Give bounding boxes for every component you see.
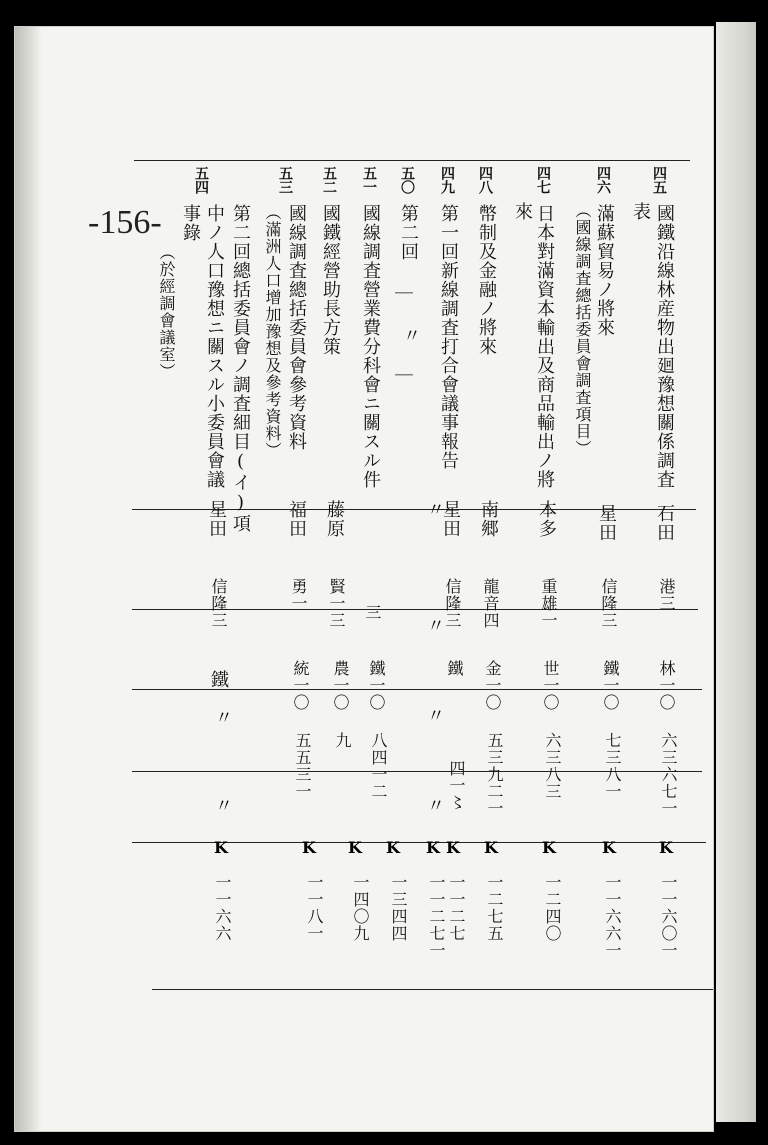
entry-47-number: 四七 (535, 166, 551, 194)
entry-53-code: 五五三一 (293, 732, 312, 800)
entry-54-ditto-a: 〃 (212, 708, 233, 727)
entry-47-title: 日本對滿資本輸出及商品輸出ノ將 (534, 204, 555, 489)
entry-49-category: 鐵 (445, 660, 464, 677)
entry-54-ref: 一一六六 (213, 874, 232, 942)
entry-47-person: 本多 (536, 500, 557, 538)
entry-45-ref: 一一六〇一 (659, 874, 678, 959)
entry-47-person-id: 重雄一 (539, 578, 558, 629)
entry-50-ditto-2: 〃 (400, 326, 421, 345)
entry-51-mark: K (386, 838, 400, 857)
entry-46-title: 滿蘇貿易ノ將來 (594, 204, 615, 337)
entry-50-ditto-7: 〃 (424, 796, 445, 815)
entry-50-mark: K (426, 838, 440, 857)
entry-53-ref: 一一八一 (305, 874, 324, 942)
entry-50-ditto-3: ｜ (392, 366, 413, 385)
entry-52-category: 農一〇 (331, 660, 350, 711)
entry-52-person-id: 賢一三 (327, 578, 346, 629)
entry-51-code: 八四一二 (369, 732, 388, 800)
entry-47-title-cont: 來 (512, 202, 533, 221)
entry-53-person: 福田 (286, 500, 307, 538)
entry-48-ref: 一二七五 (485, 874, 504, 942)
entry-46-title-cont: （國線調査總括委員會調査項目） (573, 202, 592, 457)
entry-51-person-id: 三 (363, 604, 382, 621)
entry-number: 四五 (651, 166, 667, 194)
entry-53-number: 五三 (277, 166, 293, 194)
entry-49-code: 四一〻 (447, 760, 466, 811)
entry-46-person: 星田 (596, 504, 617, 542)
entry-52-title: 國鐵經營助長方策 (320, 204, 341, 356)
entry-48-person-id: 龍音四 (481, 578, 500, 629)
entry-48-person: 南郷 (478, 500, 499, 538)
entry-54-title-end: 事錄 (180, 204, 201, 242)
entry-45-person: 石田 (654, 504, 675, 542)
entry-45-title: 國鐵沿線林産物出廻豫想關係調査 (654, 204, 675, 489)
entry-53-title: 國線調査總括委員會參考資料 (286, 204, 307, 451)
page-number: -156- (88, 204, 162, 241)
entry-51-ref: 一三四四 (389, 874, 408, 942)
entry-52-person: 藤原 (324, 500, 345, 538)
entry-50-ref: 一一二七一 (427, 874, 446, 959)
entry-51-number: 五一 (361, 166, 377, 194)
entry-45 (650, 166, 668, 194)
rule-top (134, 160, 690, 161)
entry-54-title: 第二回總括委員會ノ調査細目(イ)項 (230, 204, 251, 533)
entry-50-title: 第二回 (398, 204, 419, 261)
entry-48-category: 金一〇 (483, 660, 502, 711)
entry-46-ref: 一一六六一 (603, 874, 622, 959)
entry-46-code: 七三八一 (603, 732, 622, 800)
entry-49-title: 第一回新線調査打合會議事報告 (438, 204, 459, 470)
entry-47-ref: 一二四〇 (543, 874, 562, 942)
entry-50-number: 五〇 (399, 166, 415, 194)
entry-53-category: 統一〇 (291, 660, 310, 711)
entry-49-number: 四九 (439, 166, 455, 194)
entry-50-ditto-6: 〃 (424, 706, 445, 725)
entry-51-title: 國線調査營業費分科會ニ關スル件 (360, 204, 381, 489)
entry-47-mark: K (542, 838, 556, 857)
entry-49-person: 星田 (440, 500, 461, 538)
entry-48-code: 五三九二一 (485, 732, 504, 817)
entry-53-mark: K (302, 838, 316, 857)
entry-50-ditto-1: ｜ (392, 284, 413, 303)
entry-49-person-id: 信隆三 (443, 578, 462, 629)
rule-bottom (152, 989, 714, 990)
entry-49-ref: 一一二七 (447, 874, 466, 942)
entry-46-person-id: 信隆三 (599, 578, 618, 629)
entry-54-number: 五四 (193, 166, 209, 194)
entry-52-code: 九 (333, 732, 352, 749)
entry-50-ditto-5: 〃 (424, 616, 445, 635)
entry-49-mark: K (446, 838, 460, 857)
adjacent-page-edge (716, 22, 756, 1122)
entry-48-mark: K (484, 838, 498, 857)
entry-48-number: 四八 (477, 166, 493, 194)
entry-48-title: 幣制及金融ノ將來 (476, 204, 497, 356)
entry-46-number: 四六 (595, 166, 611, 194)
entry-53-title-cont: （滿洲人口增加豫想及參考資料） (263, 204, 282, 459)
entry-52-ref: 一四〇九 (351, 874, 370, 942)
entry-54-mark: K (214, 838, 228, 857)
entry-54-location: （於經調會議室） (157, 244, 176, 380)
entry-52-number: 五二 (321, 166, 337, 194)
entry-54-person: 星田 (206, 500, 227, 538)
entry-45-mark: K (659, 838, 673, 857)
entry-46-mark: K (602, 838, 616, 857)
entry-45-category: 林一〇 (657, 660, 676, 711)
entry-47-code: 六三八三 (543, 732, 562, 800)
entry-46-category: 鐵一〇 (601, 660, 620, 711)
document-page (14, 26, 714, 1132)
entry-54-person-id: 信隆三 (209, 578, 228, 629)
entry-53-person-id: 勇一 (289, 578, 308, 612)
entry-47-category: 世一〇 (541, 660, 560, 711)
entry-45-code: 六三六七一 (659, 732, 678, 817)
entry-50-ditto-4: 〃 (424, 500, 445, 519)
entry-45-title-cont: 表 (630, 202, 651, 221)
entry-54-ditto-b: 〃 (212, 796, 233, 815)
entry-52-mark: K (348, 838, 362, 857)
entry-51-category: 鐵一〇 (367, 660, 386, 711)
entry-54-category: 鐵 (208, 670, 229, 689)
entry-54-title-cont: 中ノ人口豫想ニ關スル小委員會議 (204, 204, 225, 489)
entry-45-person-id: 港三 (657, 578, 676, 612)
